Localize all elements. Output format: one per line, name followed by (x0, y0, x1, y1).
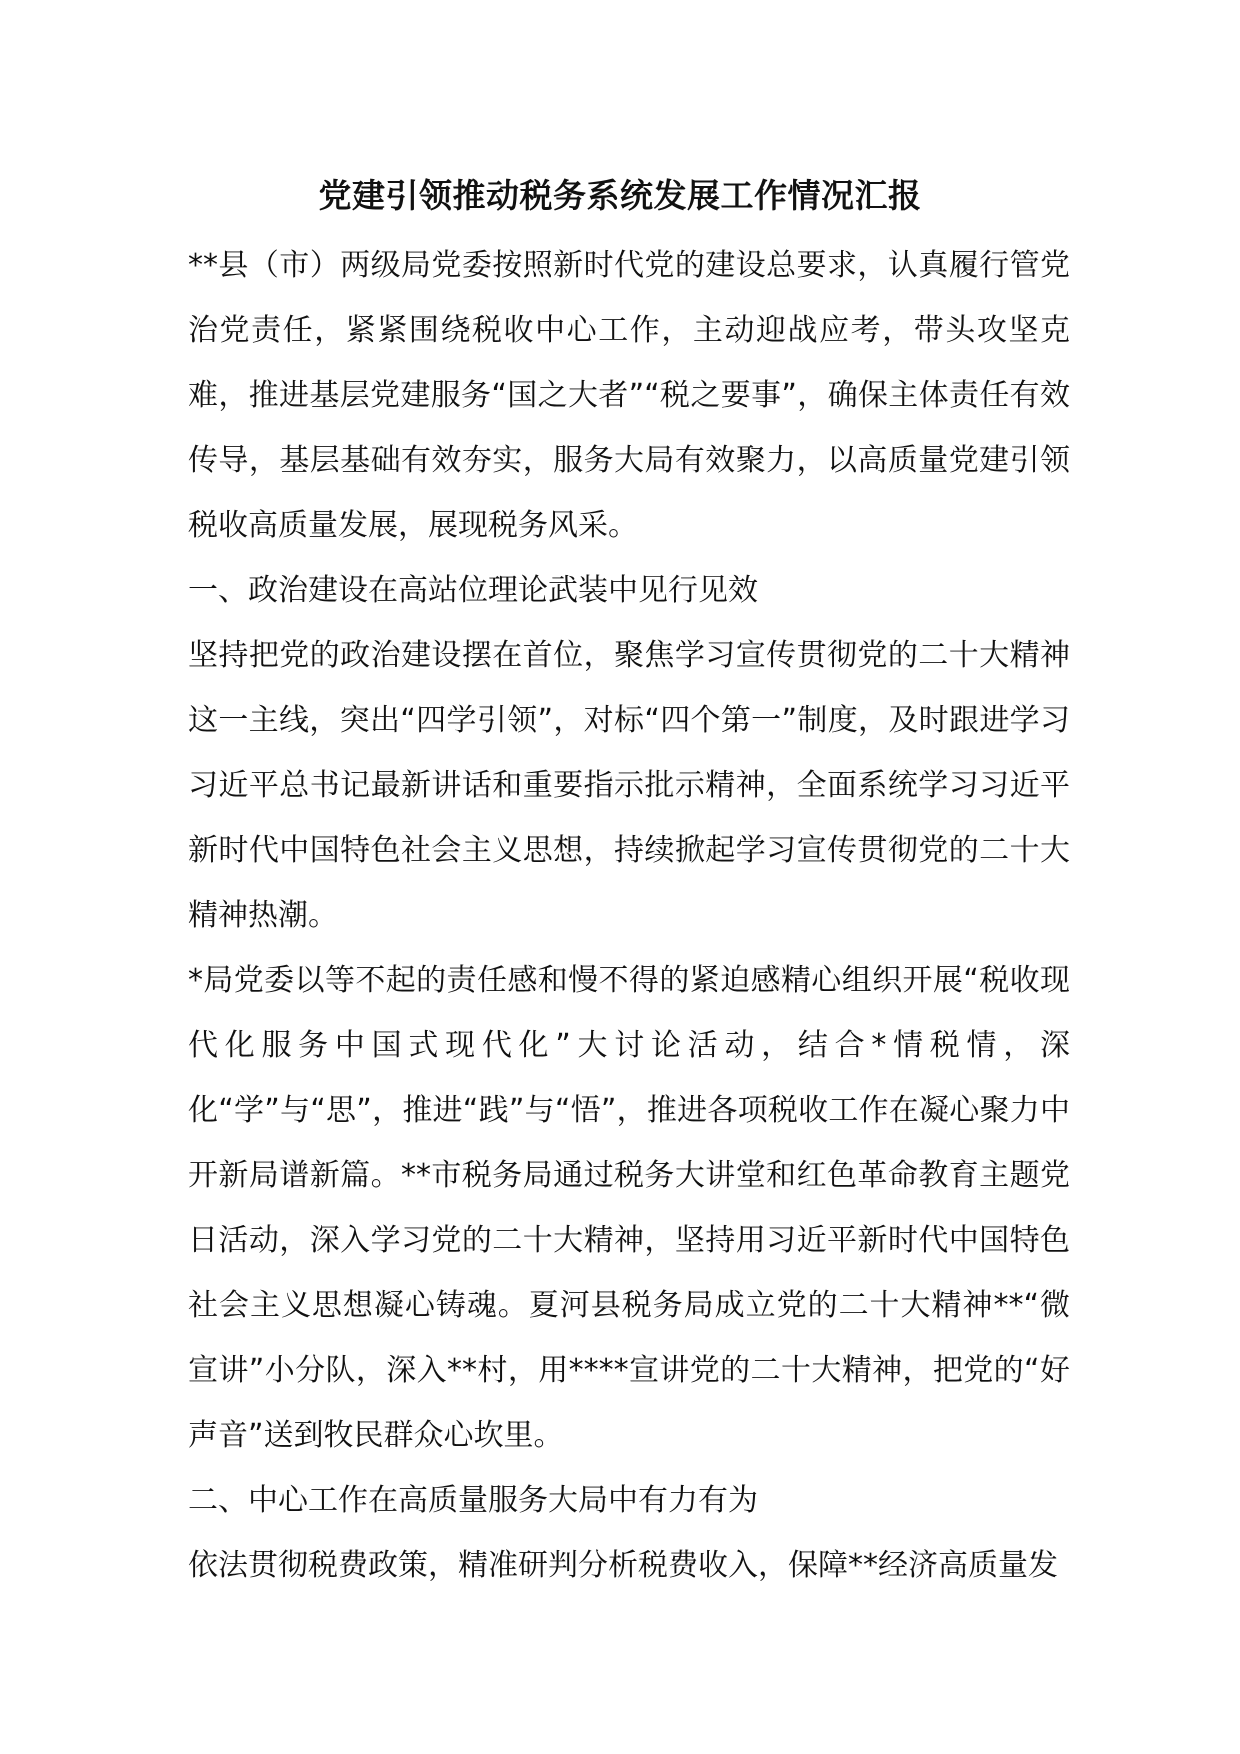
section-heading-1: 一、政治建设在高站位理论武装中见行见效 (188, 573, 758, 608)
section-heading-2: 二、中心工作在高质量服务大局中有力有为 (188, 1483, 758, 1518)
document-title: 党建引领推动税务系统发展工作情况汇报 (318, 176, 922, 215)
intro-paragraph: **县（市）两级局党委按照新时代党的建设总要求，认真履行管党治党责任，紧紧围绕税收中心工作，主动迎战应考，带头攻坚克难，推进基层党建服务“国之大者”“税之要事”，确保主体责任有效传导，基层基础有效夯实，服务大局有效聚力，以高质量党建引领税收高质量发展，展现税务风采。 (188, 248, 1070, 543)
body-paragraph: 坚持把党的政治建设摆在首位，聚焦学习宣传贯彻党的二十大精神这一主线，突出“四学引领”，对标“四个第一”制度，及时跟进学习习近平总书记最新讲话和重要指示批示精神，全面系统学习习近平新时代中国特色社会主义思想，持续掀起学习宣传贯彻党的二十大精神热潮。 (188, 638, 1070, 933)
body-paragraph: *局党委以等不起的责任感和慢不得的紧迫感精心组织开展“税收现代化服务中国式现代化”大讨论活动，结合*情税情，深化“学”与“思”，推进“践”与“悟”，推进各项税收工作在凝心聚力中开新局谱新篇。**市税务局通过税务大讲堂和红色革命教育主题党日活动，深入学习党的二十大精神，坚持用习近平新时代中国特色社会主义思想凝心铸魂。夏河县税务局成立党的二十大精神**“微宣讲”小分队，深入**村，用****宣讲党的二十大精神，把党的“好声音”送到牧民群众心坎里。 (188, 963, 1070, 1453)
document-body (188, 233, 1070, 1598)
body-paragraph: 依法贯彻税费政策，精准研判分析税费收入，保障**经济高质量发 (188, 1548, 1058, 1583)
